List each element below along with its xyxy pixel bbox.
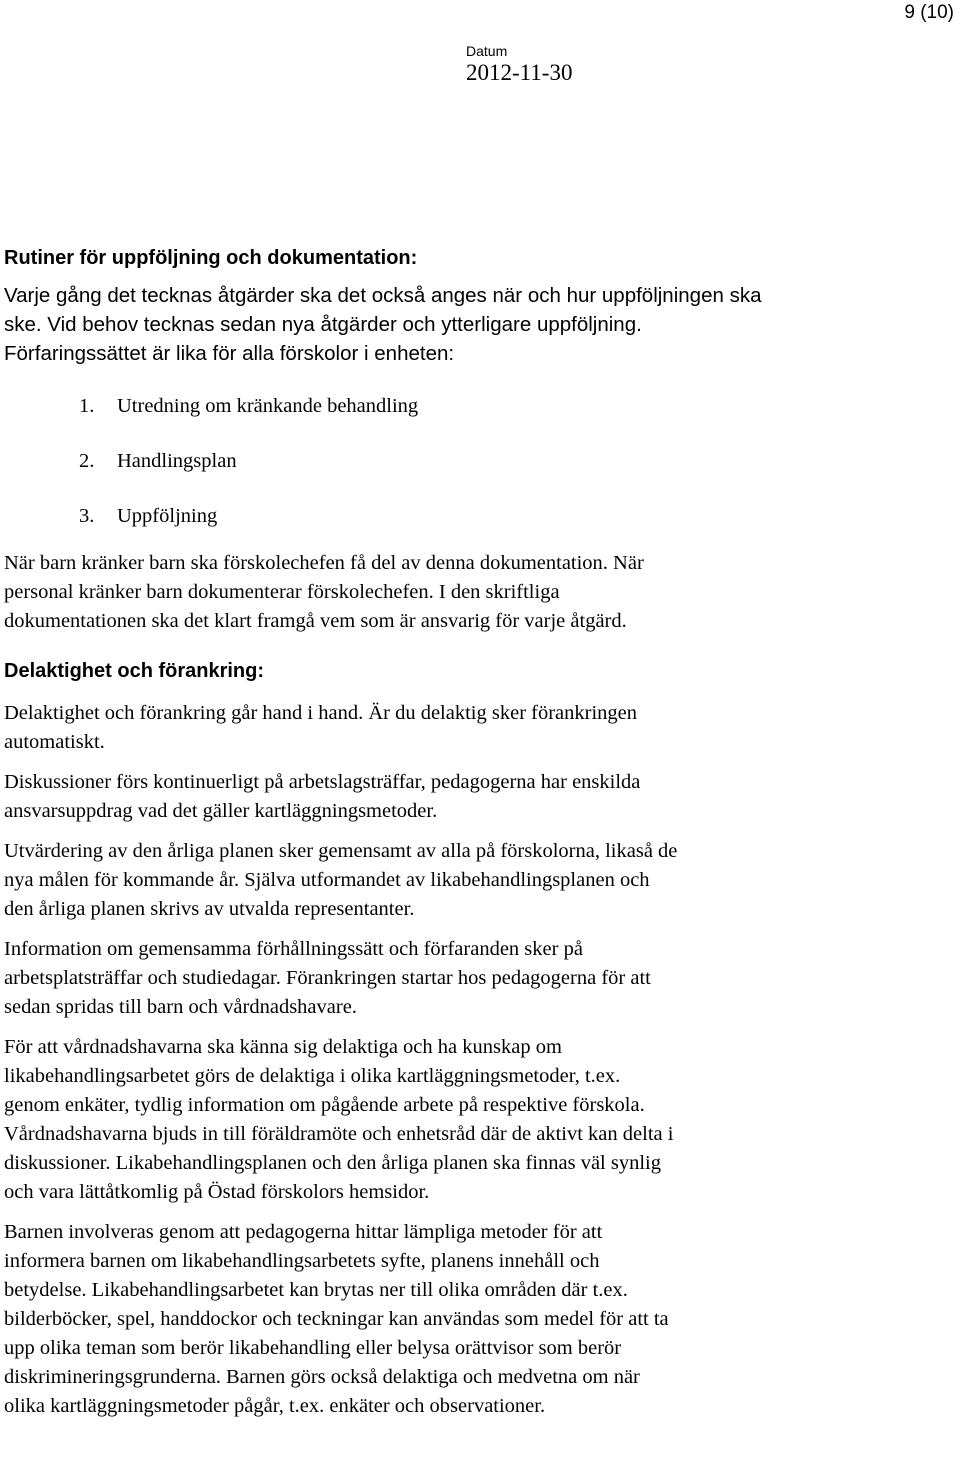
text-line: Diskussioner förs kontinuerligt på arbetslagsträffar, pedagogerna har enskilda xyxy=(4,771,641,793)
date-block xyxy=(466,42,572,86)
text-line: Varje gång det tecknas åtgärder ska det också anges när och hur uppföljningen ska xyxy=(4,284,762,307)
paragraph xyxy=(4,1218,954,1421)
intro-paragraph xyxy=(4,281,954,368)
list-number: 3. xyxy=(79,505,95,527)
text-line: informera barnen om likabehandlingsarbetets syfte, planens innehåll och xyxy=(4,1250,600,1272)
list-item xyxy=(79,502,954,531)
text-line: ansvarsuppdrag vad det gäller kartläggningsmetoder. xyxy=(4,800,438,822)
text-line: diskrimineringsgrunderna. Barnen görs också delaktiga och medvetna om när xyxy=(4,1366,640,1388)
text-line: ske. Vid behov tecknas sedan nya åtgärder och ytterligare uppföljning. xyxy=(4,313,642,336)
paragraph xyxy=(4,837,954,924)
date-label: Datum xyxy=(466,43,508,59)
text-line: arbetsplatsträffar och studiedagar. Förankringen startar hos pedagogerna för att xyxy=(4,967,651,989)
text-line: diskussioner. Likabehandlingsplanen och den årliga planen ska finnas väl synlig xyxy=(4,1152,661,1174)
text-line: nya målen för kommande år. Själva utformandet av likabehandlingsplanen och xyxy=(4,869,650,891)
paragraph xyxy=(4,935,954,1022)
text-line: betydelse. Likabehandlingsarbetet kan brytas ner till olika områden där t.ex. xyxy=(4,1279,628,1301)
text-line: sedan spridas till barn och vårdnadshavare. xyxy=(4,996,357,1018)
text-line: Barnen involveras genom att pedagogerna hittar lämpliga metoder för att xyxy=(4,1221,603,1243)
text-line: dokumentationen ska det klart framgå vem som är ansvarig för varje åtgärd. xyxy=(4,610,627,632)
page-number: 9 (10) xyxy=(904,2,954,23)
text-line: När barn kränker barn ska förskolechefen få del av denna dokumentation. När xyxy=(4,552,644,574)
section-heading-followup: Rutiner för uppföljning och dokumentation: xyxy=(4,247,418,269)
paragraph xyxy=(4,699,954,757)
text-line: För att vårdnadshavarna ska känna sig delaktiga och ha kunskap om xyxy=(4,1036,562,1058)
text-line: den årliga planen skrivs av utvalda representanter. xyxy=(4,898,415,920)
list-number: 2. xyxy=(79,450,95,472)
document-body xyxy=(4,245,954,1421)
text-line: bilderböcker, spel, handdockor och teckningar kan användas som medel för att ta xyxy=(4,1308,669,1330)
text-line: olika kartläggningsmetoder pågår, t.ex. enkäter och observationer. xyxy=(4,1395,546,1417)
list-number: 1. xyxy=(79,395,95,417)
text-line: Delaktighet och förankring går hand i hand. Är du delaktig sker förankringen xyxy=(4,702,638,724)
list-text: Uppföljning xyxy=(117,505,218,527)
paragraph xyxy=(4,768,954,826)
steps-list xyxy=(4,392,954,531)
list-text: Utredning om kränkande behandling xyxy=(117,395,419,417)
text-line: Utvärdering av den årliga planen sker gemensamt av alla på förskolorna, likaså de xyxy=(4,840,678,862)
text-line: Förfaringssättet är lika för alla förskolor i enheten: xyxy=(4,342,455,365)
text-line: automatiskt. xyxy=(4,731,105,753)
date-value: 2012-11-30 xyxy=(466,60,573,85)
list-item xyxy=(79,392,954,421)
text-line: Information om gemensamma förhållningssätt och förfaranden sker på xyxy=(4,938,583,960)
text-line: genom enkäter, tydlig information om pågående arbete på respektive förskola. xyxy=(4,1094,645,1116)
text-line: upp olika teman som berör likabehandling eller belysa orättvisor som berör xyxy=(4,1337,622,1359)
text-line: och vara lättåtkomlig på Östad förskolors hemsidor. xyxy=(4,1181,430,1203)
list-text: Handlingsplan xyxy=(117,450,237,472)
text-line: Vårdnadshavarna bjuds in till föräldramöte och enhetsråd där de aktivt kan delta i xyxy=(4,1123,674,1145)
text-line: likabehandlingsarbetet görs de delaktiga i olika kartläggningsmetoder, t.ex. xyxy=(4,1065,621,1087)
text-line: personal kränker barn dokumenterar förskolechefen. I den skriftliga xyxy=(4,581,560,603)
section-heading-participation: Delaktighet och förankring: xyxy=(4,660,265,682)
list-item xyxy=(79,447,954,476)
documentation-paragraph xyxy=(4,549,954,636)
paragraph xyxy=(4,1033,954,1207)
